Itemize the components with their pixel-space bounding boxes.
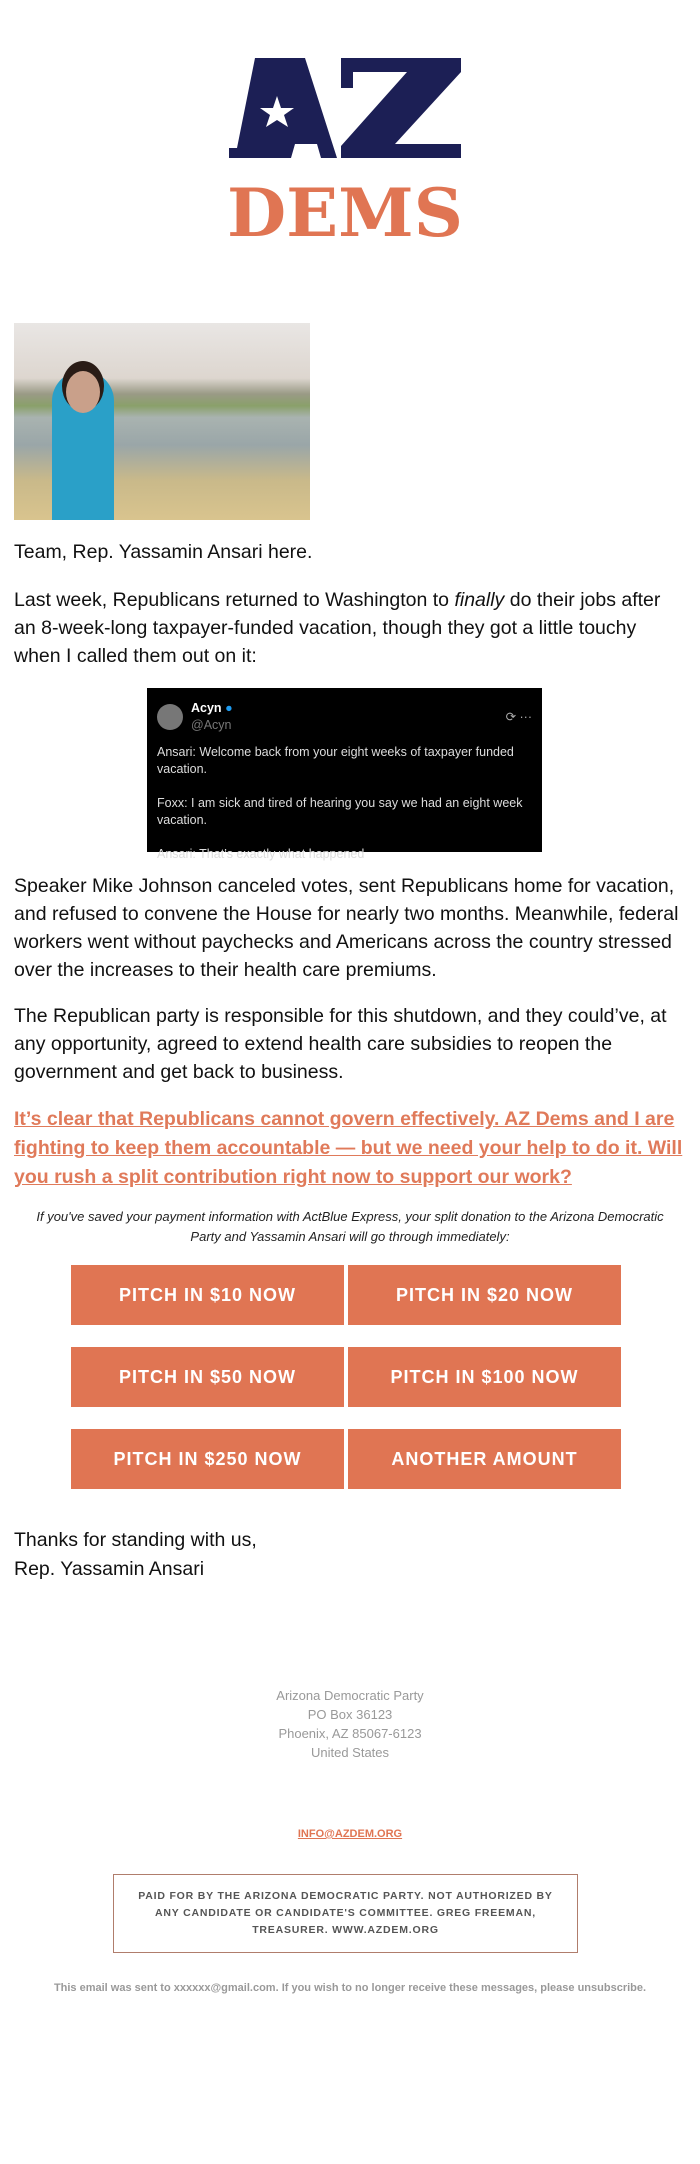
- svg-text:DEMS: DEMS: [227, 174, 463, 252]
- tweet-line: Ansari: That’s exactly what happened: [157, 847, 365, 861]
- az-dems-logo: [225, 58, 465, 258]
- contact-email-link[interactable]: INFO@AZDEM.ORG: [297, 1828, 403, 1840]
- rep-ansari-photo: [14, 323, 310, 520]
- more-icon: ⟳ ···: [505, 709, 532, 724]
- signoff: Thanks for standing with us,: [14, 1529, 257, 1551]
- logo-az-letters: [229, 58, 461, 158]
- actblue-note: If you've saved your payment information with ActBlue Express, your split donation to the Arizona Democratic Party and Yassamin Ansari will go through immediately:: [36, 1209, 664, 1244]
- paid-for-disclaimer: PAID FOR BY THE ARIZONA DEMOCRATIC PARTY. NOT AUTHORIZED BY ANY CANDIDATE OR CANDIDATE'S COMMITTEE. GREG FREEMAN, TREASURER. WWW.AZDEM.ORG: [113, 1874, 578, 1953]
- tweet-screenshot: Acyn ● @Acyn ⟳ ··· Ansari: Welcome back from your eight weeks of taxpayer funded vacation. Foxx: I am sick and tired of hearing you say we had an eight week vacation. Ansari: That’s exactly what happened: [147, 688, 542, 852]
- pitch-50-button[interactable]: PITCH IN $50 NOW: [71, 1347, 344, 1407]
- tweet-line: Foxx: I am sick and tired of hearing you say we had an eight week vacation.: [157, 796, 523, 827]
- greeting: Team, Rep. Yassamin Ansari here.: [14, 541, 313, 563]
- paragraph-2: Speaker Mike Johnson canceled votes, sent Republicans home for vacation, and refused to convene the House for nearly two months. Meanwhile, federal workers went without paychecks and Americans across the country stressed over the increases to their health care premiums.: [14, 875, 679, 981]
- footer-address: Arizona Democratic Party PO Box 36123 Phoenix, AZ 85067-6123 United States: [276, 1688, 424, 1760]
- avatar: [157, 704, 183, 730]
- pitch-10-button[interactable]: PITCH IN $10 NOW: [71, 1265, 344, 1325]
- donate-cta-link[interactable]: It’s clear that Republicans cannot govern effectively. AZ Dems and I are fighting to keep them accountable — but we need your help to do it. Will you rush a split contribution right now to support our work?: [14, 1108, 683, 1188]
- verified-icon: ●: [225, 701, 233, 715]
- pitch-100-button[interactable]: PITCH IN $100 NOW: [348, 1347, 621, 1407]
- signature: Rep. Yassamin Ansari: [14, 1558, 205, 1580]
- another-amount-button[interactable]: ANOTHER AMOUNT: [348, 1429, 621, 1489]
- pitch-250-button[interactable]: PITCH IN $250 NOW: [71, 1429, 344, 1489]
- unsubscribe-text[interactable]: This email was sent to xxxxxx@gmail.com. If you wish to no longer receive these messages, please unsubscribe.: [53, 1982, 647, 1994]
- paragraph-1: Last week, Republicans returned to Washington to finally do their jobs after an 8-week-long taxpayer-funded vacation, though they got a little touchy when I called them out on it:: [14, 589, 661, 667]
- tweet-line: Ansari: Welcome back from your eight weeks of taxpayer funded vacation.: [157, 745, 514, 776]
- pitch-20-button[interactable]: PITCH IN $20 NOW: [348, 1265, 621, 1325]
- paragraph-3: The Republican party is responsible for this shutdown, and they could’ve, at any opportunity, agreed to extend health care subsidies to reopen the government and get back to business.: [14, 1005, 667, 1083]
